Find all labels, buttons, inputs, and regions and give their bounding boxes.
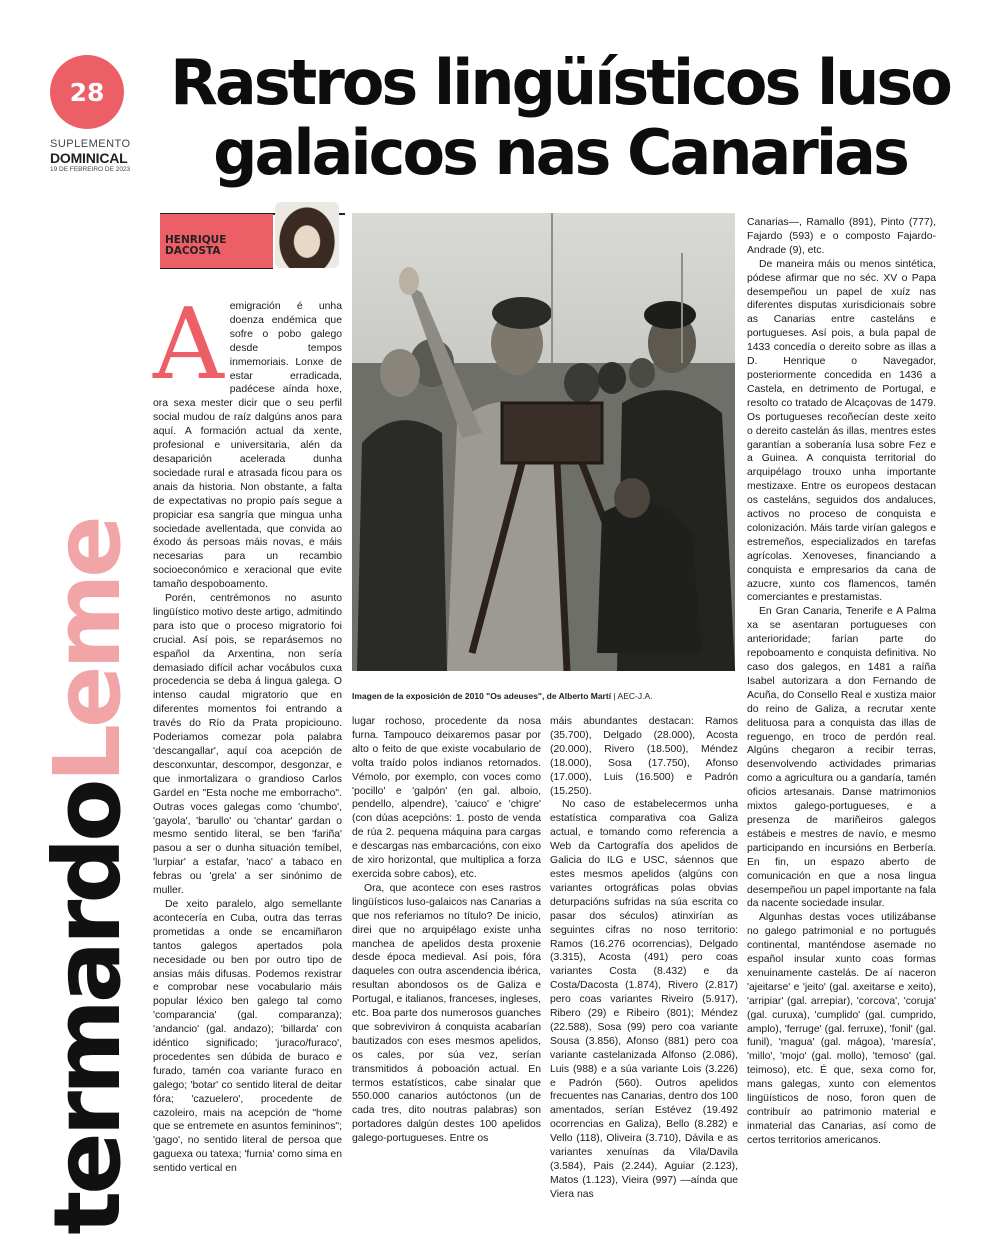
article-photo — [352, 213, 735, 671]
drop-cap: A — [153, 288, 224, 402]
article-title: Rastros lingüísticos luso galaicos nas Canarias — [170, 46, 950, 189]
paragraph: Ora, que acontece con eses rastros lingüísticos luso-galaicos nas Canarias a que nos referiamos no título? De inicio, direi que no arquipélago existe unha manchea de apelidos desta proxenie desde época medieval. Así pois, fóra daqueles con outra ascendencia ibérica, resultan abondosos os de Galiza e Portugal, e italianos, franceses, ingleses, etc. Boa parte dos numerosos guanches que sobreviviron á conquista acabarían bautizados con eses mesmos apelidos, os cales, por súa vez, serían transmitidos á poboación actual. En termos estatísticos, cabe sinalar que 550.000 canarios autóctonos (un de cada tres, dito noutras palabras) son portadores dalgún destes 100 apelidos galego-portugueses. Entre os — [352, 882, 541, 1145]
supplement-label: SUPLEMENTO — [50, 138, 131, 150]
column-4 — [747, 216, 936, 1148]
page-number: 28 — [50, 55, 124, 129]
section-label — [34, 519, 141, 1235]
caption-credit: | AEC-J.A. — [611, 691, 653, 701]
caption-text: Imagen de la exposición de 2010 "Os adeuses", de Alberto Martí — [352, 691, 612, 701]
paragraph: máis abundantes destacan: Ramos (35.700), Delgado (28.000), Acosta (20.000), Rivero (18.500), Méndez (18.000), Sosa (17.750), Afonso (17.000), Luis (16.500) e Padrón (15.250). — [550, 716, 738, 797]
section-label-part-2: Leme — [34, 519, 141, 783]
paragraph: Canarias—, Ramallo (891), Pinto (777), Fajardo (593) e o composto Fajardo-Andrade (9), etc. — [747, 217, 936, 256]
author-name: HENRIQUE DACOSTA — [165, 234, 227, 257]
paragraph: Porén, centrémonos no asunto lingüístico motivo deste artigo, admitindo para isto que o proceso migratorio foi crucial. Así pois, se reparásemos no español da Arxentina, non sería demasiado difícil achar vocábulos cuxa procedencia se deba á lingua galega. O intenso caudal migratorio que en diferentes momentos foi entrando a través do Río da Prata propiciouno. Poderiamos comezar pola palabra 'descangallar', aquí coa acepción de desconxuntar, descompor, desgonzar, e que inmortalizara o grandioso Carlos Gardel en "Esta noche me emborracho". Outras voces galegas como 'chumbo', 'gayola', 'barullo' ou 'chantar' gardan o mesmo sentido literal, se ben 'fariña' pasou a ser o dunha situación temíbel, 'lurpiar' a estafar, 'naco' a tabaco en febras ou 'grela' a ser sinónimo de muller. — [153, 593, 342, 897]
author-avatar — [275, 202, 339, 268]
paragraph: En Gran Canaria, Tenerife e A Palma xa se asentaran portugueses con anterioridade; farían parte do repoboamento e conquista definitiva. No caso dos galegos, en 1481 a raíña Isabel autorizara a don Fernando de Acuña, do Consello Real e xustiza maior do reino de Galiza, a recrutar xente delituosa para a conquista das illas de reguengo, en troco de perdón real. Algúns chegaron a recibir terras, desenvolvendo actividades primarias como a agricultura ou a gandaría, tamén oficios artesanais. Danse matrimonios mixtos galego-portugueses, e a presenza de mariñeiros galegos estábeis e mestres de navío, e mesmo participando en incursións en Berbería. En fin, un espazo aberto de comunicación en que a nosa lingua desempeñou un papel importante na fala da nacente sociedade insular. — [747, 606, 936, 910]
paragraph: Aemigración é unha doenza endémica que sofre o pobo galego desde tempos inmemoriais. Lonxe de estar erradicada, padécese aínda hoxe, ora sexa mester dicir que o seu perfil social mudou de raíz dalgúns anos para aquí. A formación actual da xente, profesional e universitaria, alén da desaparición acelerada dunha sociedade rural e atrasada ficou para os anais da historia. Non obstante, a falta de expectativas no propio país segue a propiciar esa sangría que mingua unha sociedade avellentada, que convida ao éxodo ás persoas máis novas, e máis necesarias para un recambio socioeconómico e xeracional que evite tamaño despoboamento. — [153, 288, 342, 591]
photo-caption — [352, 691, 752, 701]
paragraph: Algunhas destas voces utilizábanse no galego patrimonial e no portugués continental, manténdose asemade no español insular xunto coas formas xenuinamente castelás. De aí naceron 'ajeitarse' e 'jeito' (gal. axeitarse e xeito), 'arripiar' (gal. arrepiar), 'corcova', 'coruja' (gal. curuxa), 'cumplido' (gal. cumprido, amplo), 'ferruge' (gal. ferruxe), 'fonil' (gal. funil), 'magua' (gal. mágoa), 'maresía', 'millo', 'mojo' (gal. mollo), 'temoso' (gal. teimoso), etc. É que, sexa como for, mans galegas, xunto con elementos lingüísticos de noso, foron quen de contribuír ao patrimonio material e inmaterial das Canarias, así como de certos territorios americanos. — [747, 912, 936, 1146]
column-3 — [550, 715, 738, 1202]
paragraph: De xeito paralelo, algo semellante acontecería en Cuba, outra das terras prometidas a onde se encamiñaron tantos galegos apertados pola necesidade ou ben por outro tipo de ansias máis difusas. Podemos rexistrar e comprobar nese vocabulario máis popular léxico ben galego tal como 'comparancia' (gal. comparanza); 'andancio' (gal. andazo); 'billarda' con idéntico significado; 'juraco/furaco', procedentes sen dúbida de buraco e furado, tamén coa variante furaco en galego; 'botar' co sentido literal de deitar fóra; 'cazuelero', procedente de cazoleiro, mais na acepción de "home que se entremete en asuntos femininos"; 'gago', no sentido literal de persoa que gaguexa ou tatexa; 'furnia' como sima en sentido vertical en — [153, 898, 342, 1175]
section-label-part-1: termardo — [34, 782, 141, 1235]
paragraph: lugar rochoso, procedente da nosa furna. Tampouco deixaremos pasar por alto o feito de que existe vocabulario de volta traído polos indianos retornados. Vémolo, por exemplo, con voces como 'pocillo' e 'galpón' (en gal. alboio, pendello, alpendre), 'caiuco' e 'chigre' (con dúas acepcións: 1. posto de venda de rúa 2. pequena máquina para cargas e descargas nas embarcacións, con eixo de xiro horizontal, que multiplica a forza exercida sobre cabos), etc. — [352, 716, 541, 880]
column-1 — [153, 288, 342, 1176]
issue-date: 19 DE FEBREIRO DE 2023 — [50, 166, 131, 173]
paragraph: De maneira máis ou menos sintética, pódese afirmar que no séc. XV o Papa desempeñou un papel de xuíz nas diferentes disputas xurisdicionais sobre as Canarias entre casteláns e portugueses. Así pois, a bula papal de 1433 concedía o dereito sobre as illas a D. Henrique o Navegador, posteriormente concedida en 1436 a Castela, en detrimento de Portugal, e resolto co tratado de Alcaçovas de 1479. Os portugueses recoñecían deste xeito o dereito castelán ás illas, mentres estes garantían a soberanía lusa sobre Fez e a Guinea. A conquista territorial do arquipélago trouxo unha importante mestizaxe. Entre os europeos destacan os casteláns, seguidos dos andaluces, activos no proceso de conquista e colonización. Máis tarde virían galegos e estremeños, especializados en tarefas agrícolas. Xenoveses, financiando a conquista e empresarios da cana de azucre, xunto cos flamencos, tamén comerciantes e prestamistas. — [747, 258, 936, 604]
column-2 — [352, 715, 541, 1146]
supplement-name: DOMINICAL — [50, 150, 128, 166]
paragraph: No caso de estabelecermos unha estatística comparativa coa Galiza actual, e tomando como referencia a Web da Cartografía dos apelidos de Galicia do ILG e USC, sáennos que estes mesmos apelidos (algúns con variantes ortográficas polas obvias deturpacións sufridas na súa escrita co pasar dos séculos) atinxirían as seguintes cifras no noso territorio: Ramos (16.276 ocorrencias), Delgado (3.315), Acosta (491) pero coas variantes Costa (8.432) e da Costa/Dacosta (1.874), Rivero (2.817) pero coas variantes Riveiro (5.917), Ribero (29) e Ribeiro (801); Méndez (22.588), Sosa (99) pero coa variante Sousa (3.856), Afonso (881) pero coa variante castelanizada Alfonso (2.086), Luis (988) e a súa variante Lois (3.226) e Padrón (560). Outros apelidos frecuentes nas Canarias, dentro dos 100 amentados, serían Estévez (19.492 ocorrencias en Galiza), Bello (8.282) e Vello (118), Oliveira (3.710), Dávila e as variantes xenuínas da Vila/Davila (3.584), Pais (2.244), Aguiar (2.123), Matos (1.123), Vieira (997) —aínda que Viera nas — [550, 799, 738, 1200]
